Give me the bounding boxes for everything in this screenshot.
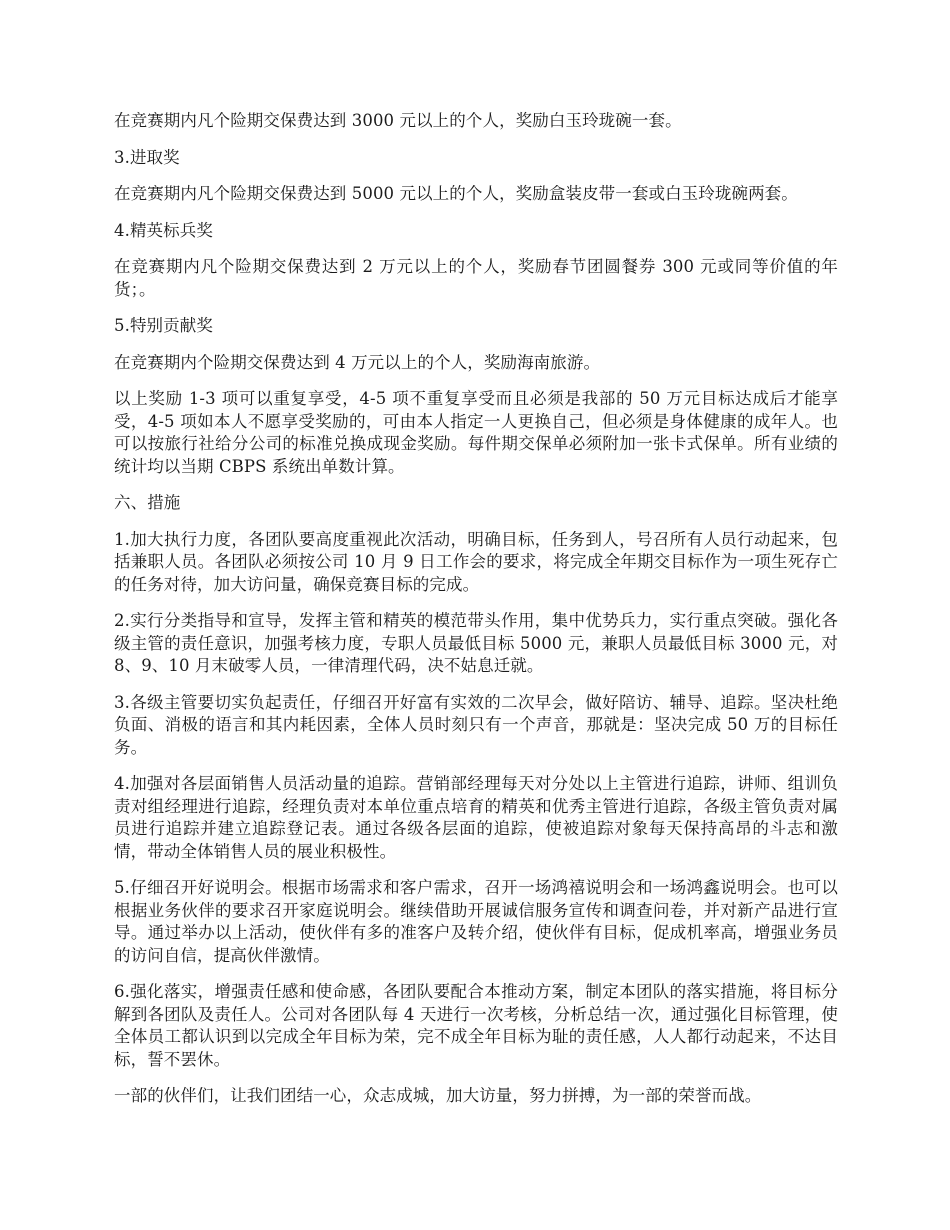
heading-elite-award: 4.精英标兵奖 xyxy=(114,220,213,240)
paragraph-measure-2: 2.实行分类指导和宣导，发挥主管和精英的模范带头作用，集中优势兵力，实行重点突破。强化各级主管的责任意识，加强考核力度，专职人员最低目标 5000 元，兼职人员最低目标 3000 元，对 8、9、10 月末破零人员，一律清理代码，决不姑息迁就。 xyxy=(114,611,838,675)
paragraph-measure-4: 4.加强对各层面销售人员活动量的追踪。营销部经理每天对分处以上主管进行追踪，讲师、组训负责对组经理进行追踪，经理负责对本单位重点培育的精英和优秀主管进行追踪，各级主管负责对属员进行追踪并建立追踪登记表。通过各级各层面的追踪，使被追踪对象每天保持高昂的斗志和激情，带动全体销售人员的展业积极性。 xyxy=(114,774,838,861)
paragraph-reward-40000: 在竞赛期内个险期交保费达到 4 万元以上的个人，奖励海南旅游。 xyxy=(114,352,601,372)
paragraph-measure-5: 5.仔细召开好说明会。根据市场需求和客户需求，召开一场鸿禧说明会和一场鸿鑫说明会。也可以根据业务伙伴的要求召开家庭说明会。继续借助开展诚信服务宣传和调查问卷，并对新产品进行宣导。通过举办以上活动，使伙伴有多的准客户及转介绍，使伙伴有目标，促成机率高，增强业务员的访问自信，提高伙伴激情。 xyxy=(114,878,838,965)
paragraph-reward-20000: 在竞赛期内凡个险期交保费达到 2 万元以上的个人，奖励春节团圆餐券 300 元或同等价值的年货；。 xyxy=(114,257,838,299)
paragraph-measure-1: 1.加大执行力度，各团队要高度重视此次活动，明确目标，任务到人，号召所有人员行动起来，包括兼职人员。各团队必须按公司 10 月 9 日工作会的要求，将完成全年期交目标作为一项生死存亡的任务对待，加大访问量，确保竞赛目标的完成。 xyxy=(114,529,838,594)
paragraph-reward-5000: 在竞赛期内凡个险期交保费达到 5000 元以上的个人，奖励盒装皮带一套或白玉玲珑碗两套。 xyxy=(114,184,798,203)
paragraph-measure-6: 6.强化落实，增强责任感和使命感，各团队要配合本推动方案，制定本团队的落实措施，将目标分解到各团队及责任人。公司对各团队每 4 天进行一次考核，分析总结一次，通过强化目标管理，使全体员工都认识到以完成全年目标为荣，完不成全年目标为耻的责任感，人人都行动起来，不达目标，誓不罢休。 xyxy=(114,982,838,1069)
paragraph-closing: 一部的伙伴们，让我们团结一心，众志成城，加大访量，努力拼搏，为一部的荣誉而战。 xyxy=(114,1086,762,1105)
document-body xyxy=(114,110,838,1122)
paragraph-reward-rules: 以上奖励 1-3 项可以重复享受，4-5 项不重复享受而且必须是我部的 50 万元目标达成后才能享受，4-5 项如本人不愿享受奖励的，可由本人指定一人更换自己，但必须是身体健康的成年人。也可以按旅行社给分公司的标准兑换成现金奖励。每件期交保单必须附加一张卡式保单。所有业绩的统计均以当期 CBPS 系统出单数计算。 xyxy=(114,389,838,476)
heading-measures: 六、措施 xyxy=(114,493,181,512)
paragraph-measure-3: 3.各级主管要切实负起责任，仔细召开好富有实效的二次早会，做好陪访、辅导、追踪。坚决杜绝负面、消极的语言和其内耗因素，全体人员时刻只有一个声音，那就是：坚决完成 50 万的目标任务。 xyxy=(114,692,838,757)
paragraph-reward-3000: 在竞赛期内凡个险期交保费达到 3000 元以上的个人，奖励白玉玲珑碗一套。 xyxy=(114,111,682,130)
heading-special-contribution-award: 5.特别贡献奖 xyxy=(114,316,213,335)
heading-progress-award: 3.进取奖 xyxy=(114,147,180,167)
